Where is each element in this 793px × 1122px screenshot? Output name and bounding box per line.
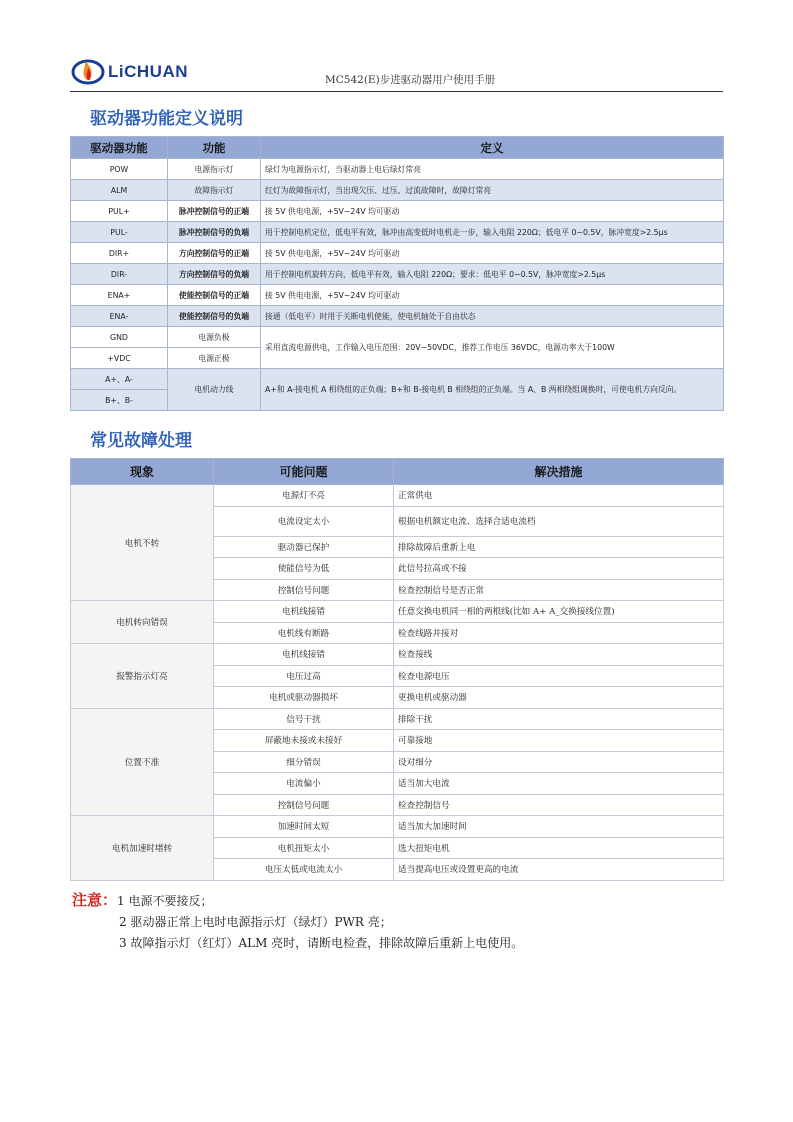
pin-name: DIR-: [71, 264, 168, 285]
cause-cell: 电机线有断路: [214, 622, 394, 644]
pin-definition: 红灯为故障指示灯，当出现欠压、过压、过流故障时，故障灯常亮: [261, 180, 724, 201]
table-row: [71, 201, 724, 222]
table-row: [71, 264, 724, 285]
table-header-row: [71, 459, 724, 485]
fix-cell: 检查线路并接对: [394, 622, 724, 644]
fix-cell: 此信号拉高或不接: [394, 558, 724, 580]
note-line: 2 驱动器正常上电时电源指示灯（绿灯）PWR 亮；: [119, 915, 392, 929]
column-header: 定义: [261, 137, 724, 159]
cause-cell: 电压过高: [214, 665, 394, 687]
column-header: 可能问题: [214, 459, 394, 485]
document-title: MC542(E)步进驱动器用户使用手册: [325, 74, 496, 86]
table-row: [71, 180, 724, 201]
cause-cell: 电流设定太小: [214, 506, 394, 536]
cause-cell: 细分错误: [214, 751, 394, 773]
cause-cell: 电机扭矩太小: [214, 837, 394, 859]
flame-logo-icon: [70, 57, 106, 87]
table-row: [71, 243, 724, 264]
cause-cell: 控制信号问题: [214, 794, 394, 816]
note-label: 注意：: [72, 891, 118, 909]
fix-cell: 排除干扰: [394, 708, 724, 730]
cause-cell: 屏蔽地未接或未接好: [214, 730, 394, 752]
table-header-row: [71, 137, 724, 159]
fix-cell: 适当提高电压或设置更高的电流: [394, 859, 724, 881]
cause-cell: 使能信号为低: [214, 558, 394, 580]
symptom-cell: 报警指示灯亮: [71, 644, 214, 709]
pin-function: 脉冲控制信号的正端: [168, 201, 261, 222]
symptom-cell: 电机转向错误: [71, 601, 214, 644]
table-row: [71, 369, 724, 390]
pin-name: ENA-: [71, 306, 168, 327]
page-header: [70, 55, 723, 92]
pin-function: 方向控制信号的负端: [168, 264, 261, 285]
section-title-troubleshooting: 常见故障处理: [90, 431, 192, 451]
pin-name: POW: [71, 159, 168, 180]
fix-cell: 设对细分: [394, 751, 724, 773]
pin-function: 电源指示灯: [168, 159, 261, 180]
section-title-functions: 驱动器功能定义说明: [90, 109, 243, 129]
pin-definition: 用于控制电机定位，低电平有效，脉冲由高变低时电机走一步，输入电阻 220Ω；低电平 0~0.5V，脉冲宽度>2.5μs: [261, 222, 724, 243]
pin-name: ALM: [71, 180, 168, 201]
column-header: 现象: [71, 459, 214, 485]
pin-function: 电源负极: [168, 327, 261, 348]
pin-name: A+、A-: [71, 369, 168, 390]
table-row: [71, 601, 724, 623]
cause-cell: 电机或驱动器损坏: [214, 687, 394, 709]
table-row: [71, 222, 724, 243]
pin-definition: A+和 A-接电机 A 相绕组的正负端；B+和 B-接电机 B 相绕组的正负端。当 A、B 两相绕组调换时，可使电机方向反向。: [261, 369, 724, 411]
fix-cell: 选大扭矩电机: [394, 837, 724, 859]
symptom-cell: 位置不准: [71, 708, 214, 816]
fix-cell: 正常供电: [394, 485, 724, 507]
table-row: [71, 327, 724, 348]
symptom-cell: 电机加速时堵转: [71, 816, 214, 881]
pin-definition: 用于控制电机旋转方向，低电平有效，输入电阻 220Ω；要求：低电平 0~0.5V，脉冲宽度>2.5μs: [261, 264, 724, 285]
table-row: [71, 644, 724, 666]
pin-definition: 采用直流电源供电，工作输入电压范围：20V~50VDC，推荐工作电压 36VDC，电源功率大于100W: [261, 327, 724, 369]
cause-cell: 信号干扰: [214, 708, 394, 730]
fix-cell: 任意交换电机同一相的两根线(比如 A+ A_交换接线位置): [394, 601, 724, 623]
notes-block: [72, 890, 523, 954]
note-line: 3 故障指示灯（红灯）ALM 亮时，请断电检查，排除故障后重新上电使用。: [119, 936, 524, 950]
pin-name: B+、B-: [71, 390, 168, 411]
pin-name: PUL+: [71, 201, 168, 222]
fix-cell: 更换电机或驱动器: [394, 687, 724, 709]
cause-cell: 电机线接错: [214, 601, 394, 623]
pin-name: PUL-: [71, 222, 168, 243]
fix-cell: 检查电源电压: [394, 665, 724, 687]
pin-function: 电机动力线: [168, 369, 261, 411]
table-row: [71, 816, 724, 838]
note-line: 1 电源不要接反；: [117, 894, 213, 908]
table-row: [71, 306, 724, 327]
cause-cell: 驱动器已保护: [214, 536, 394, 558]
cause-cell: 电流偏小: [214, 773, 394, 795]
fix-cell: 可靠接地: [394, 730, 724, 752]
pin-function: 电源正极: [168, 348, 261, 369]
fix-cell: 检查控制信号是否正常: [394, 579, 724, 601]
pin-function: 使能控制信号的正端: [168, 285, 261, 306]
lichuan-logo: [70, 57, 188, 87]
table-row: [71, 159, 724, 180]
table-row: [71, 485, 724, 507]
pin-function: 使能控制信号的负端: [168, 306, 261, 327]
cause-cell: 控制信号问题: [214, 579, 394, 601]
pin-function: 方向控制信号的正端: [168, 243, 261, 264]
pin-definition: 接通（低电平）时用于关断电机使能，使电机轴处于自由状态: [261, 306, 724, 327]
column-header: 功能: [168, 137, 261, 159]
cause-cell: 电源灯不亮: [214, 485, 394, 507]
table-row: [71, 708, 724, 730]
troubleshooting-table: [70, 458, 724, 881]
column-header: 解决措施: [394, 459, 724, 485]
pin-name: GND: [71, 327, 168, 348]
pin-definition: 接 5V 供电电源，+5V~24V 均可驱动: [261, 201, 724, 222]
cause-cell: 加速时间太短: [214, 816, 394, 838]
pin-name: +VDC: [71, 348, 168, 369]
fix-cell: 排除故障后重新上电: [394, 536, 724, 558]
cause-cell: 电机线接错: [214, 644, 394, 666]
pin-definition: 接 5V 供电电源，+5V~24V 均可驱动: [261, 243, 724, 264]
fix-cell: 检查控制信号: [394, 794, 724, 816]
pin-definition: 绿灯为电源指示灯，当驱动器上电后绿灯常亮: [261, 159, 724, 180]
pin-definition: 接 5V 供电电源，+5V~24V 均可驱动: [261, 285, 724, 306]
pin-function: 脉冲控制信号的负端: [168, 222, 261, 243]
pin-name: ENA+: [71, 285, 168, 306]
fix-cell: 适当加大电流: [394, 773, 724, 795]
fix-cell: 适当加大加速时间: [394, 816, 724, 838]
function-definition-table: [70, 136, 724, 411]
column-header: 驱动器功能: [71, 137, 168, 159]
fix-cell: 检查接线: [394, 644, 724, 666]
brand-name: LiCHUAN: [108, 62, 188, 81]
pin-function: 故障指示灯: [168, 180, 261, 201]
fix-cell: 根据电机额定电流、选择合适电流档: [394, 506, 724, 536]
symptom-cell: 电机不转: [71, 485, 214, 601]
pin-name: DIR+: [71, 243, 168, 264]
cause-cell: 电压太低或电流太小: [214, 859, 394, 881]
table-row: [71, 285, 724, 306]
